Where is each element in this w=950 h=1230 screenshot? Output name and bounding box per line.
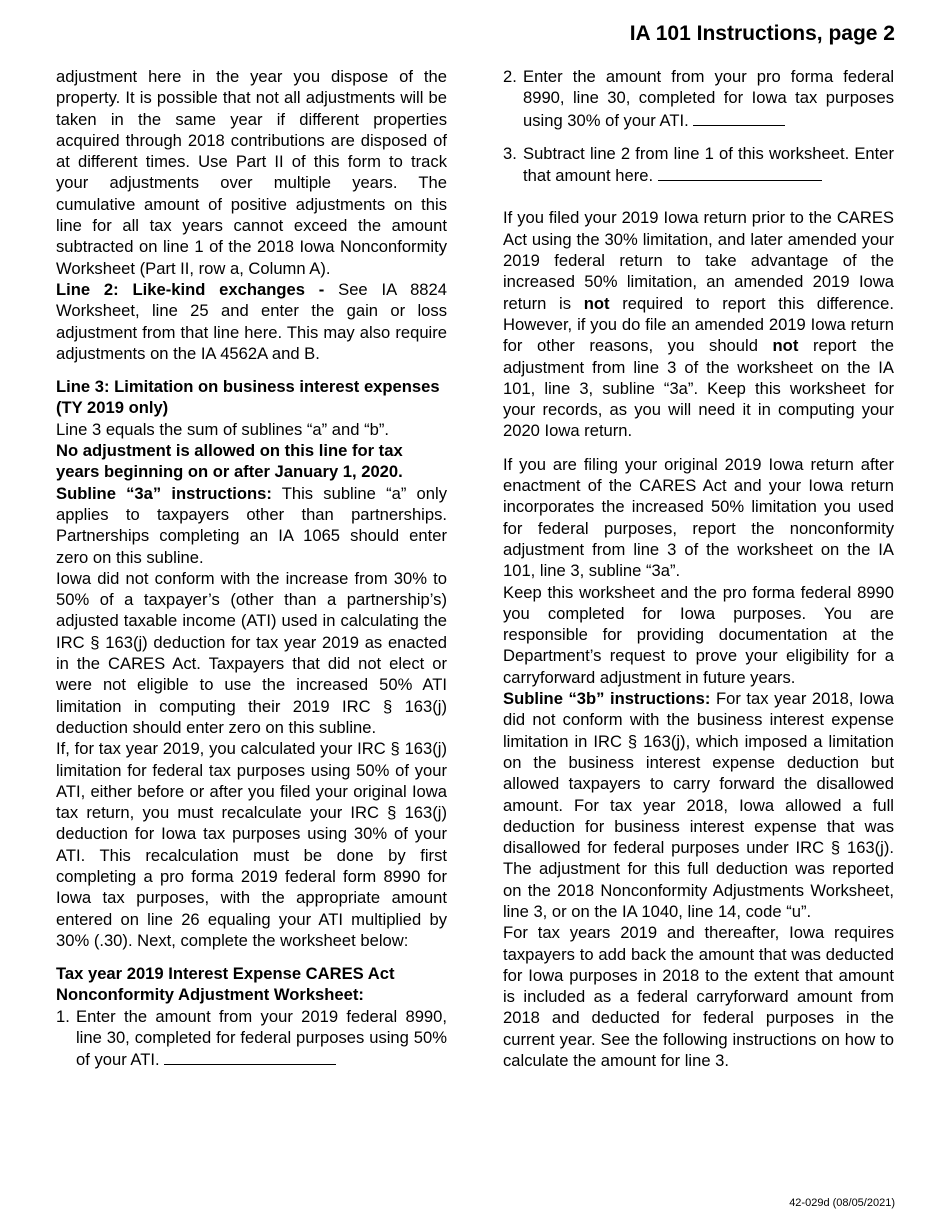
paragraph-if-tax-year: If, for tax year 2019, you calculated your IRC § 163(j) limitation for federal tax purposes using 50% of your ATI, either before or after you filed your original Iowa tax return, you must recalculate your IRC § 163(j) deduction for Iowa tax purposes using 30% of your ATI. This recalculation must be done by first completing a pro forma 2019 federal form 8990 for Iowa tax purposes, with the appropriate amount entered on line 26 equaling your ATI multiplied by 30% (.30). Next, complete the worksheet below: bbox=[56, 739, 447, 950]
filed-text-b: required to report this difference. However, if you do file an amended 2019 Iowa return for other reasons, you should bbox=[503, 293, 894, 356]
subline-3a-label: Subline “3a” instructions: bbox=[56, 483, 272, 503]
answer-line-1[interactable] bbox=[164, 1048, 336, 1065]
worksheet-item-text: Enter the amount from your 2019 federal 8990, line 30, completed for federal purposes using 50% of your ATI. bbox=[76, 1006, 447, 1070]
subline-3a-text: This subline “a” only applies to taxpayers other than partnerships. Partnerships completing an IA 1065 should enter zero on this subline. bbox=[56, 483, 447, 567]
line2-label: Line 2: Like-kind exchanges - bbox=[56, 279, 325, 299]
page-title: IA 101 Instructions, page 2 bbox=[629, 22, 895, 45]
line3-notice: No adjustment is allowed on this line for tax years beginning on or after January 1, 2020. bbox=[56, 441, 403, 482]
worksheet-list-right bbox=[503, 66, 894, 186]
form-number: 42-029d (08/05/2021) bbox=[789, 1197, 895, 1209]
paragraph-subline-3b bbox=[503, 688, 894, 922]
emphasis-not-2: not bbox=[772, 336, 799, 356]
line3-heading: Line 3: Limitation on business interest expenses (TY 2019 only) bbox=[56, 377, 440, 418]
paragraph-filing-original: If you are filing your original 2019 Iowa return after enactment of the CARES Act and your Iowa return incorporates the increased 50% limitation you used for federal purposes, report the nonconformity adjustment from line 3 of the worksheet on the IA 101, line 3, subline “3a”. bbox=[503, 454, 894, 581]
right-column bbox=[503, 66, 894, 1071]
line3-intro: Line 3 equals the sum of sublines “a” and “b”. bbox=[56, 419, 389, 439]
answer-line-2[interactable] bbox=[693, 109, 785, 126]
worksheet-item-number: 2. bbox=[503, 67, 517, 86]
paragraph-subline-3a bbox=[56, 483, 447, 568]
worksheet-item-1 bbox=[56, 1006, 447, 1071]
line2-text: See IA 8824 Worksheet, line 25 and enter the gain or loss adjustment from that line here. This may also require adjustments on the IA 4562A and B. bbox=[56, 279, 447, 363]
emphasis-not-1: not bbox=[583, 293, 610, 313]
worksheet-heading: Tax year 2019 Interest Expense CARES Act Nonconformity Adjustment Worksheet: bbox=[56, 964, 395, 1005]
worksheet-item-number: 1. bbox=[56, 1006, 70, 1026]
paragraph-keep-worksheet: Keep this worksheet and the pro forma federal 8990 you completed for Iowa purposes. You are responsible for providing documentation at the Department’s request to prove your eligibility for a carryforward adjustment in future years. bbox=[503, 582, 894, 687]
worksheet-item-3 bbox=[503, 143, 894, 187]
subline-3b-label: Subline “3b” instructions: bbox=[503, 689, 711, 709]
paragraph-filed-prior bbox=[503, 207, 894, 441]
worksheet-item-text: Enter the amount from your pro forma federal 8990, line 30, completed for Iowa tax purposes using 30% of your ATI. bbox=[523, 67, 894, 130]
filed-text-c: report the adjustment from line 3 of the worksheet on the IA 101, line 3, subline “3a”. Keep this worksheet for your records, as you will need it in computing your 2020 Iowa return. bbox=[503, 336, 894, 441]
subline-3b-text: For tax year 2018, Iowa did not conform with the business interest expense limitation in IRC § 163(j), which imposed a limitation on the business interest expense deduction but allowed taxpayers to carry forward the disallowed amount. For tax year 2018, Iowa allowed a full deduction for business interest expense that was disallowed for federal purposes under IRC § 163(j). The adjustment for this full deduction was reported on the 2018 Nonconformity Adjustments Worksheet, line 3, or on the IA 1040, line 14, code “u”. bbox=[503, 689, 895, 921]
filed-text-a: If you filed your 2019 Iowa return prior to the CARES Act using the 30% limitation, and later amended your 2019 federal return to take advantage of the increased 50% limitation, an amended 2019 Iowa return is bbox=[503, 208, 894, 313]
worksheet-list-left bbox=[56, 1006, 447, 1071]
worksheet-item-text: Subtract line 2 from line 1 of this worksheet. Enter that amount here. bbox=[523, 143, 894, 186]
worksheet-item-2 bbox=[503, 66, 894, 131]
left-column bbox=[56, 66, 447, 1071]
paragraph-iowa-conform: Iowa did not conform with the increase from 30% to 50% of a taxpayer’s (other than a partnership’s) adjusted taxable income (ATI) used in calculating the IRC § 163(j) deduction for tax year 2019 as enacted in the CARES Act. Taxpayers that did not elect or were not eligible to use the increased 50% ATI limitation in computing their 2019 IRC § 163(j) deduction should enter zero on this subline. bbox=[56, 568, 447, 737]
paragraph-for-tax-years: For tax years 2019 and thereafter, Iowa requires taxpayers to add back the amount that was deducted for Iowa purposes in 2018 to the extent that amount is included as a federal carryforward amount from 2018 and deducted for federal purposes in the current year. See the following instructions on how to calculate the amount for line 3. bbox=[503, 923, 894, 1071]
answer-line-3[interactable] bbox=[658, 164, 822, 181]
paragraph-adjustment: adjustment here in the year you dispose of the property. It is possible that not all adjustments will be taken in the same year if different properties acquired through 2018 contributions are disposed of at different times. Use Part II of this form to track your adjustments over multiple years. The cumulative amount of positive adjustments on this line for all tax years cannot exceed the amount subtracted on line 1 of the 2018 Iowa Nonconformity Worksheet (Part II, row a, Column A). bbox=[56, 67, 447, 278]
worksheet-item-number: 3. bbox=[503, 143, 517, 163]
paragraph-line2 bbox=[56, 279, 447, 364]
